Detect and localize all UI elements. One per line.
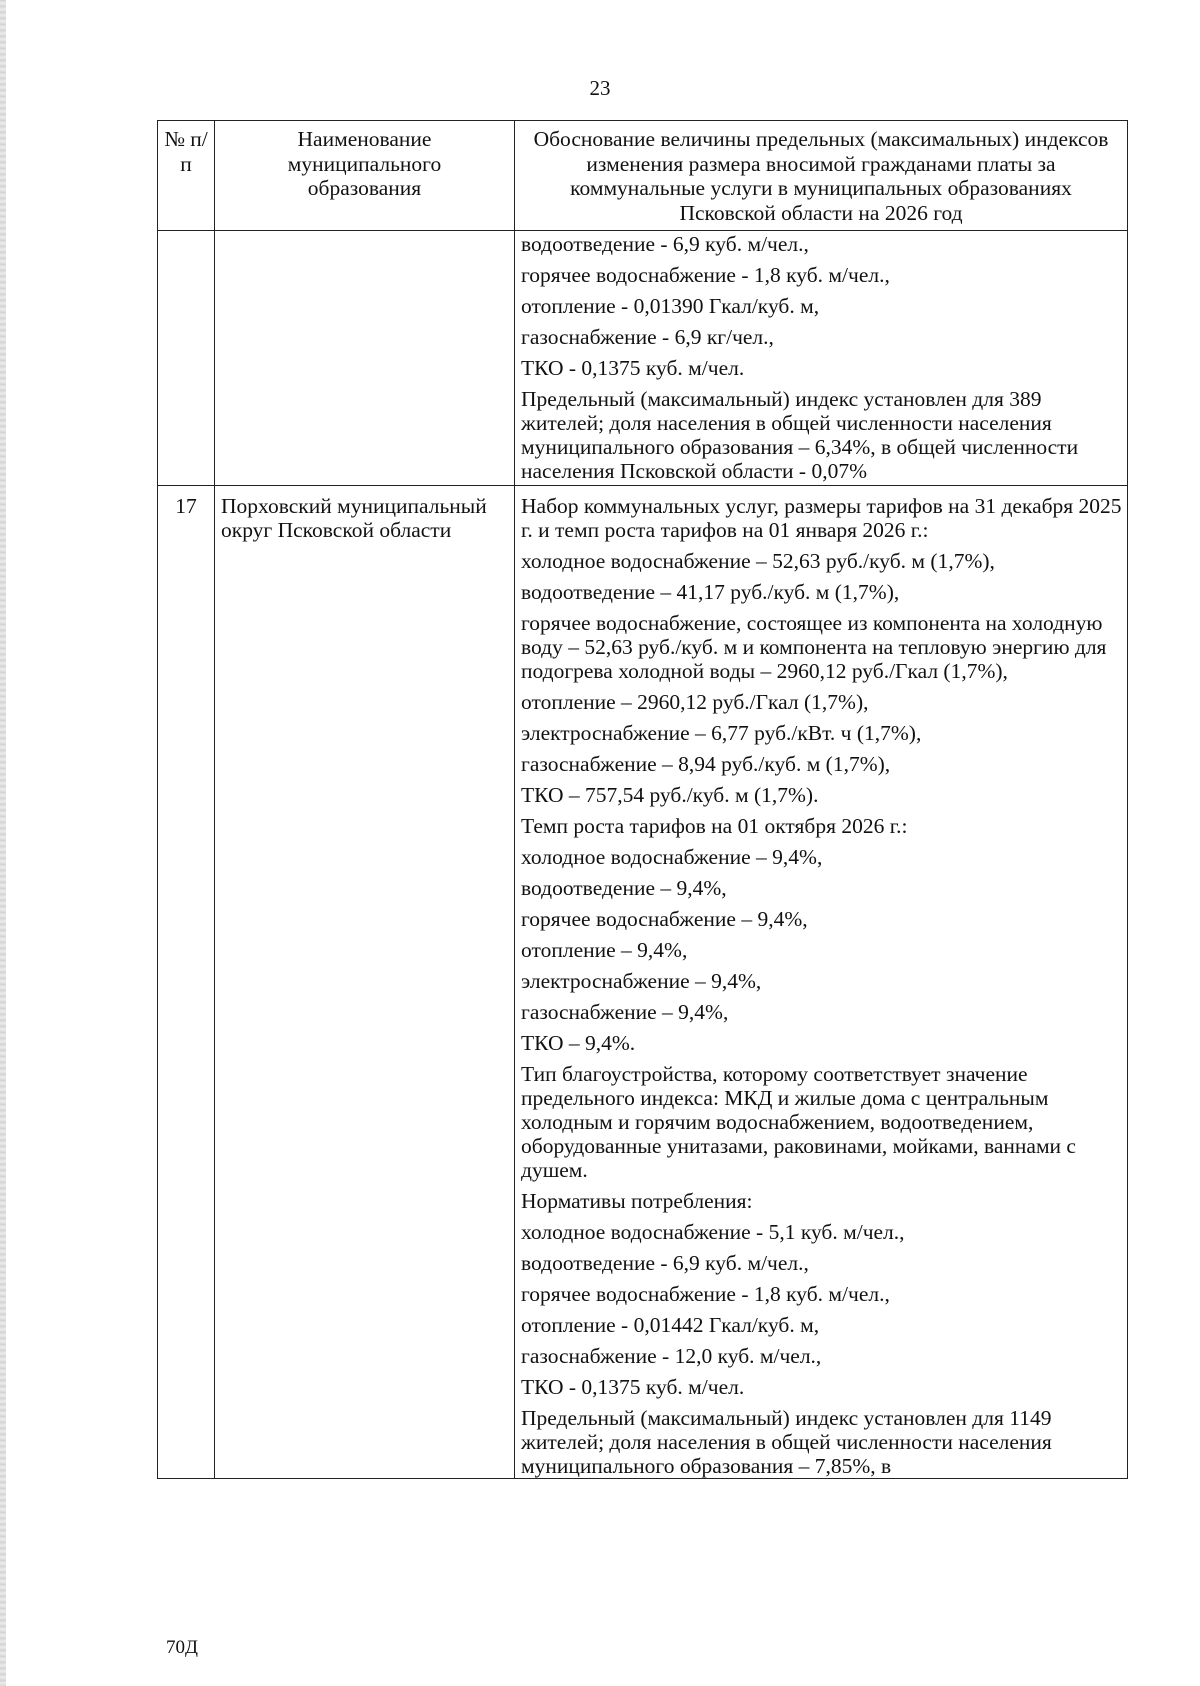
header-municipality-name: Наименование муниципального образования bbox=[215, 121, 515, 231]
justification-line: Нормативы потребления: bbox=[521, 1189, 753, 1213]
document-code: 70Д bbox=[166, 1637, 198, 1658]
justification-line: ТКО - 0,1375 куб. м/чел. bbox=[521, 1375, 745, 1399]
row-municipality-name bbox=[215, 231, 515, 486]
table-row bbox=[158, 486, 1128, 1479]
justification-line: отопление – 2960,12 руб./Гкал (1,7%), bbox=[521, 690, 869, 714]
justification-line: горячее водоснабжение - 1,8 куб. м/чел., bbox=[521, 263, 890, 287]
justification-line: Тип благоустройства, которому соответствует значение предельного индекса: МКД и жилые дома с центральным холодным и горячим водоснабжением, водоотведением, оборудованные унитазами, раковинами, мойками, ваннами с душем. bbox=[521, 1062, 1076, 1182]
justification-line: холодное водоснабжение – 52,63 руб./куб. м (1,7%), bbox=[521, 549, 995, 573]
justification-line: холодное водоснабжение – 9,4%, bbox=[521, 845, 823, 869]
page-number: 23 bbox=[589, 76, 611, 100]
header-justification: Обоснование величины предельных (максимальных) индексов изменения размера вносимой гражданами платы за коммунальные услуги в муниципальных образованиях Псковской области на 2026 год bbox=[515, 121, 1128, 231]
row-number bbox=[158, 231, 215, 486]
justification-line: Набор коммунальных услуг, размеры тарифов на 31 декабря 2025 г. и темп роста тарифов на 01 января 2026 г.: bbox=[521, 494, 1122, 542]
justification-line: отопление - 0,01442 Гкал/куб. м, bbox=[521, 1313, 820, 1337]
justification-line: газоснабжение - 12,0 куб. м/чел., bbox=[521, 1344, 822, 1368]
row-municipality-name: Порховский муниципальный округ Псковской области bbox=[215, 486, 515, 1479]
header-number: № п/п bbox=[158, 121, 215, 231]
justification-line: водоотведение - 6,9 куб. м/чел., bbox=[521, 232, 809, 256]
justification-line: отопление - 0,01390 Гкал/куб. м, bbox=[521, 294, 820, 318]
justification-line: газоснабжение – 9,4%, bbox=[521, 1000, 729, 1024]
justification-line: газоснабжение – 8,94 руб./куб. м (1,7%), bbox=[521, 752, 891, 776]
justification-line: водоотведение – 41,17 руб./куб. м (1,7%), bbox=[521, 580, 900, 604]
scan-edge bbox=[0, 0, 6, 1686]
justification-line: электроснабжение – 9,4%, bbox=[521, 969, 762, 993]
tariff-index-table bbox=[157, 120, 1128, 1479]
justification-line: ТКО – 9,4%. bbox=[521, 1031, 636, 1055]
justification-line: водоотведение – 9,4%, bbox=[521, 876, 727, 900]
justification-line: ТКО - 0,1375 куб. м/чел. bbox=[521, 356, 745, 380]
justification-line: горячее водоснабжение, состоящее из компонента на холодную воду – 52,63 руб./куб. м и компонента на тепловую энергию для подогрева холодной воды – 2960,12 руб./Гкал (1,7%), bbox=[521, 611, 1107, 683]
row-justification bbox=[515, 231, 1128, 486]
justification-line: ТКО – 757,54 руб./куб. м (1,7%). bbox=[521, 783, 819, 807]
row-justification bbox=[515, 486, 1128, 1479]
justification-line: Предельный (максимальный) индекс установлен для 389 жителей; доля населения в общей численности населения муниципального образования – 6,34%, в общей численности населения Псковской области - 0,07% bbox=[521, 387, 1079, 483]
justification-line: водоотведение - 6,9 куб. м/чел., bbox=[521, 1251, 809, 1275]
row-number: 17 bbox=[158, 486, 215, 1479]
table-row bbox=[158, 231, 1128, 486]
justification-line: холодное водоснабжение - 5,1 куб. м/чел., bbox=[521, 1220, 905, 1244]
justification-line: электроснабжение – 6,77 руб./кВт. ч (1,7%), bbox=[521, 721, 922, 745]
justification-line: Темп роста тарифов на 01 октября 2026 г.: bbox=[521, 814, 908, 838]
justification-line: отопление – 9,4%, bbox=[521, 938, 688, 962]
justification-line: газоснабжение - 6,9 кг/чел., bbox=[521, 325, 774, 349]
justification-line: горячее водоснабжение – 9,4%, bbox=[521, 907, 808, 931]
justification-line: Предельный (максимальный) индекс установлен для 1149 жителей; доля населения в общей численности населения муниципального образования – 7,85%, в bbox=[521, 1406, 1052, 1478]
table-header-row bbox=[158, 121, 1128, 231]
justification-line: горячее водоснабжение - 1,8 куб. м/чел., bbox=[521, 1282, 890, 1306]
